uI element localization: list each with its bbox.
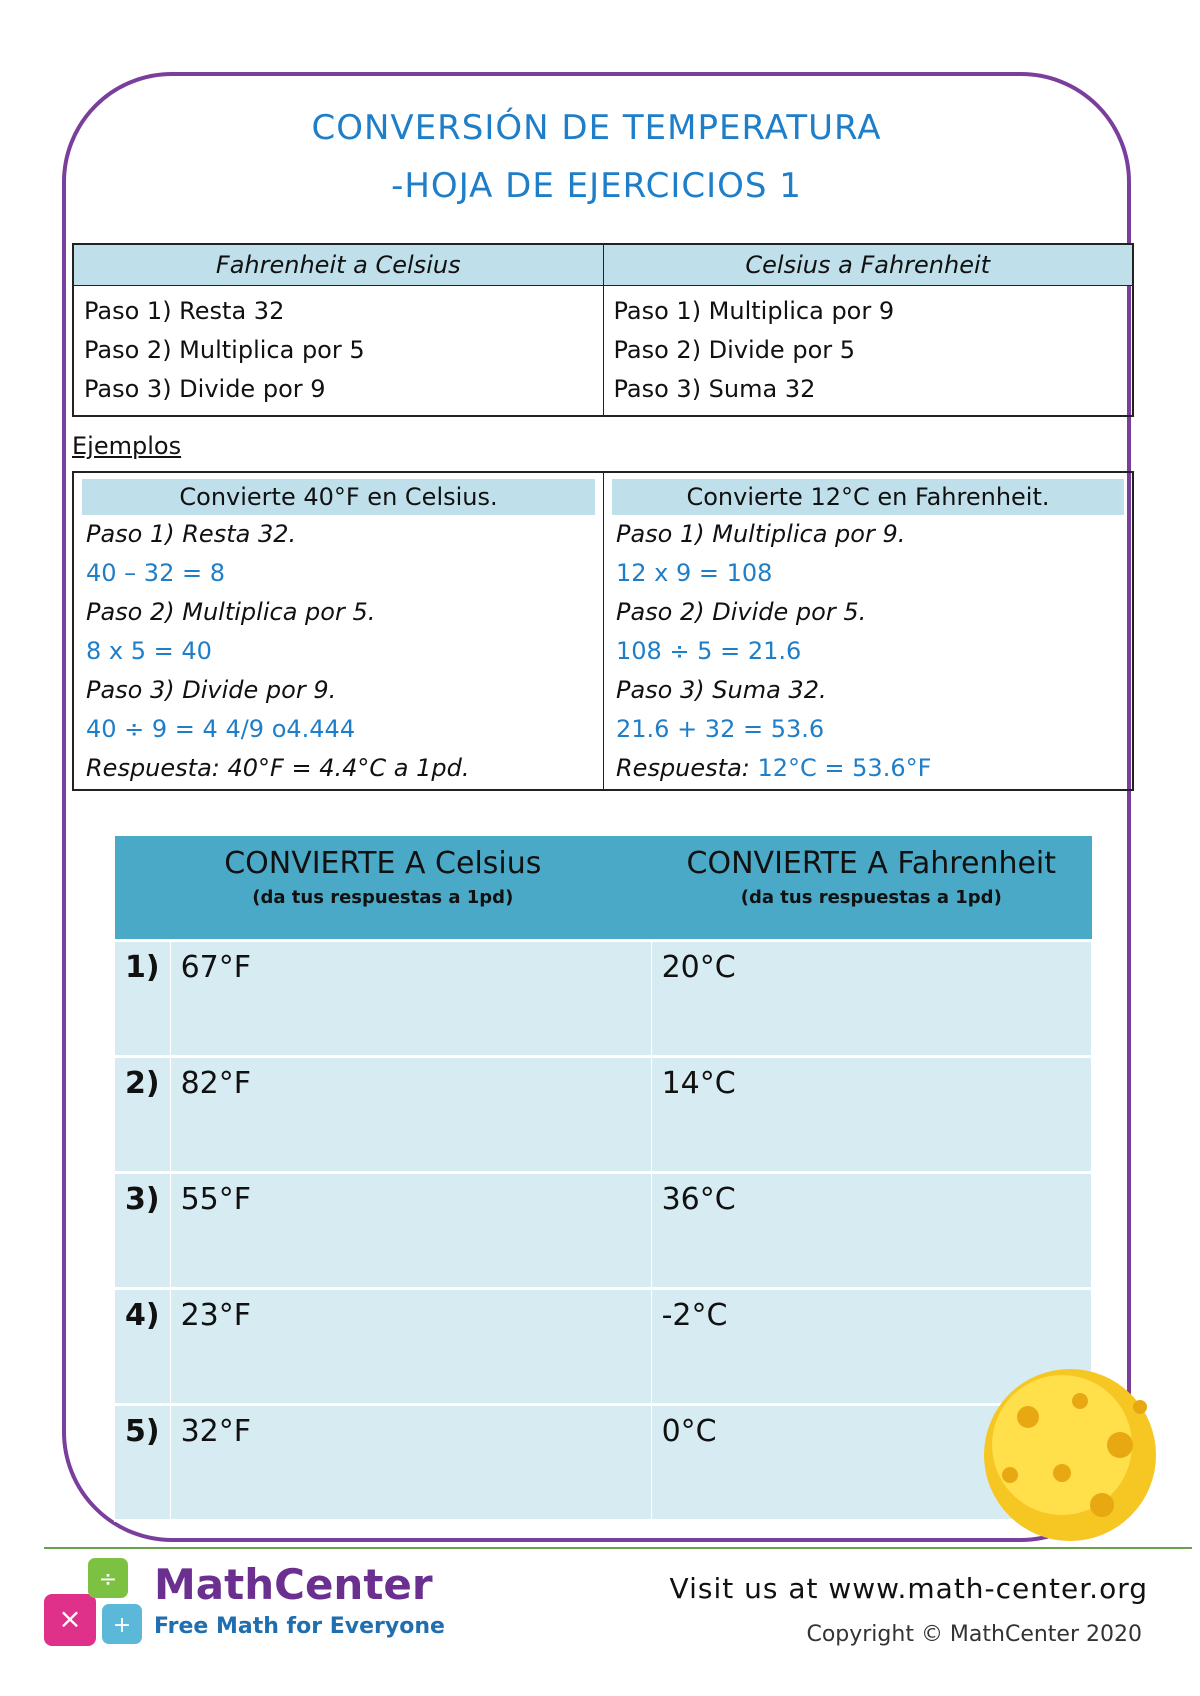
row-number: 3) (115, 1173, 171, 1289)
example-line: 8 x 5 = 40 (86, 637, 212, 665)
table-row (115, 1405, 1092, 1521)
table-row (115, 1173, 1092, 1289)
fahrenheit-value[interactable]: 23°F (170, 1289, 651, 1405)
example-right-header: Convierte 12°C en Fahrenheit. (612, 479, 1124, 515)
example-line: 21.6 + 32 = 53.6 (616, 715, 825, 743)
celsius-column-title: CONVIERTE A Celsius (224, 846, 542, 881)
brand-name: MathCenter (154, 1560, 433, 1609)
celsius-value[interactable]: -2°C (651, 1289, 1091, 1405)
exercise-table (114, 836, 1092, 1522)
example-line: 108 ÷ 5 = 21.6 (616, 637, 802, 665)
copyright-text: Copyright © MathCenter 2020 (806, 1622, 1142, 1647)
row-number: 5) (115, 1405, 171, 1521)
example-line: Paso 3) Divide por 9. (86, 676, 337, 704)
celsius-value[interactable]: 36°C (651, 1173, 1091, 1289)
answer-value: 12°C = 53.6°F (757, 754, 932, 782)
celsius-column-note: (da tus respuestas a 1pd) (252, 887, 514, 908)
fahrenheit-value[interactable]: 32°F (170, 1405, 651, 1521)
example-line: 40 – 32 = 8 (86, 559, 225, 587)
examples-label: Ejemplos (72, 432, 182, 460)
example-left-header: Convierte 40°F en Celsius. (82, 479, 595, 515)
celsius-column-header (115, 836, 652, 941)
celsius-value[interactable]: 20°C (651, 941, 1091, 1057)
row-number: 2) (115, 1057, 171, 1173)
website-link[interactable]: Visit us at www.math-center.org (669, 1572, 1148, 1605)
example-line: Paso 1) Resta 32. (86, 520, 297, 548)
svg-text:×: × (58, 1602, 82, 1635)
footer-divider (44, 1547, 1192, 1549)
fahrenheit-column-note: (da tus respuestas a 1pd) (740, 887, 1002, 908)
example-line: Paso 3) Suma 32. (616, 676, 827, 704)
svg-text:÷: ÷ (98, 1567, 118, 1592)
f-to-c-steps (73, 286, 603, 417)
example-right (603, 473, 1132, 789)
step-line: Paso 1) Resta 32 (84, 297, 285, 325)
c-to-f-steps (603, 286, 1133, 417)
step-line: Paso 2) Divide por 5 (613, 336, 856, 364)
worksheet-title: CONVERSIÓN DE TEMPERATURA (311, 108, 882, 148)
example-line: Paso 2) Multiplica por 5. (86, 598, 376, 626)
celsius-value[interactable]: 0°C (651, 1405, 1091, 1521)
step-line: Paso 1) Multiplica por 9 (613, 297, 895, 325)
dice-logo-icon (36, 1550, 156, 1660)
moon-icon (970, 1355, 1170, 1555)
step-line: Paso 3) Suma 32 (613, 375, 816, 403)
step-line: Paso 3) Divide por 9 (84, 375, 326, 403)
example-line: Paso 1) Multiplica por 9. (616, 520, 906, 548)
celsius-value[interactable]: 14°C (651, 1057, 1091, 1173)
example-answer: Respuesta: 40°F = 4.4°C a 1pd. (86, 754, 470, 782)
c-to-f-header: Celsius a Fahrenheit (603, 244, 1133, 286)
table-row (115, 941, 1092, 1057)
step-line: Paso 2) Multiplica por 5 (84, 336, 365, 364)
fahrenheit-value[interactable]: 67°F (170, 941, 651, 1057)
row-number: 4) (115, 1289, 171, 1405)
fahrenheit-value[interactable]: 55°F (170, 1173, 651, 1289)
example-line: Paso 2) Divide por 5. (616, 598, 867, 626)
fahrenheit-column-title: CONVIERTE A Fahrenheit (686, 846, 1057, 881)
examples-box (72, 471, 1134, 791)
fahrenheit-value[interactable]: 82°F (170, 1057, 651, 1173)
brand-tagline: Free Math for Everyone (154, 1614, 445, 1639)
fahrenheit-column-header (651, 836, 1091, 941)
example-left (74, 473, 603, 789)
table-row (115, 1289, 1092, 1405)
row-number: 1) (115, 941, 171, 1057)
example-answer (612, 749, 1124, 788)
table-row (115, 1057, 1092, 1173)
conversion-steps-table (72, 243, 1134, 417)
svg-text:+: + (112, 1613, 132, 1638)
worksheet-subtitle: -HOJA DE EJERCICIOS 1 (391, 166, 802, 206)
f-to-c-header: Fahrenheit a Celsius (73, 244, 603, 286)
answer-label: Respuesta: (616, 754, 758, 782)
example-line: 40 ÷ 9 = 4 4/9 o4.444 (86, 715, 356, 743)
example-line: 12 x 9 = 108 (616, 559, 773, 587)
